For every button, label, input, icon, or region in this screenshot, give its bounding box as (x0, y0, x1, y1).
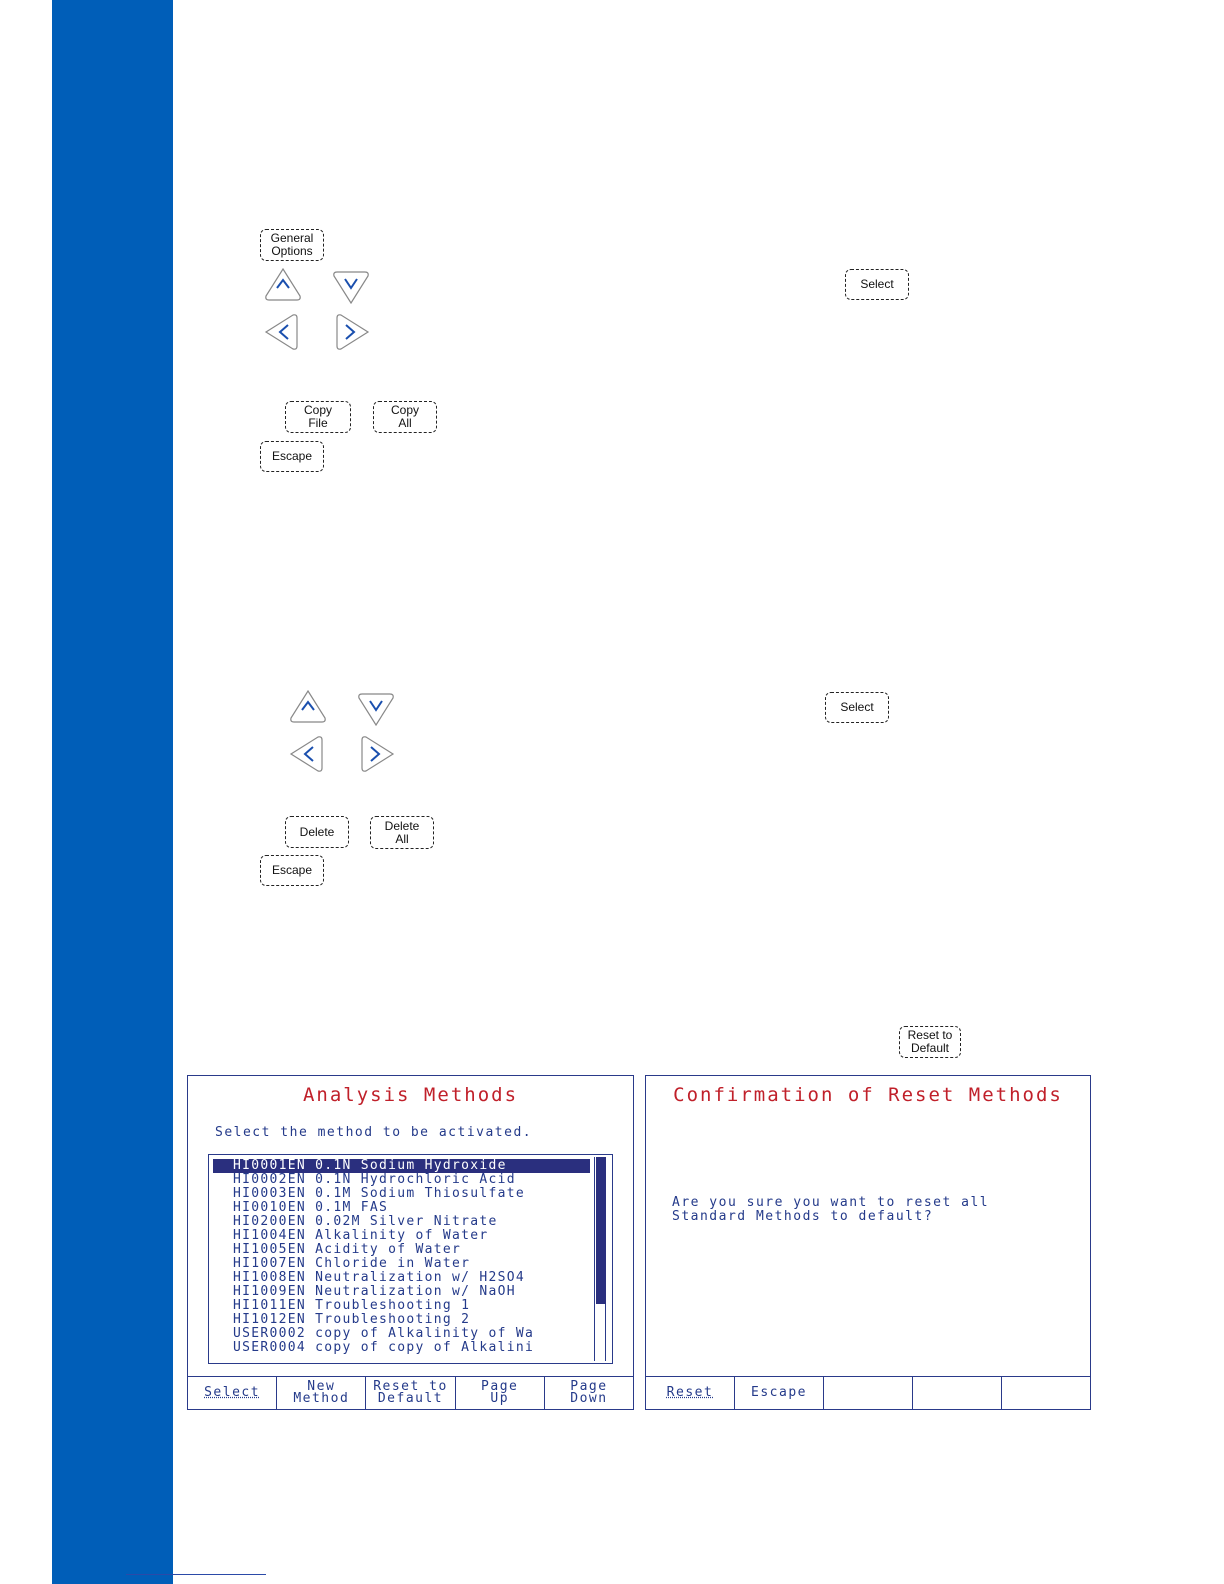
softkey-reset[interactable]: Reset (646, 1377, 735, 1409)
softkey-new-method[interactable]: New Method (277, 1377, 366, 1409)
confirm-message-line2: Standard Methods to default? (672, 1209, 934, 1224)
right-arrow-icon (331, 312, 371, 352)
list-item[interactable]: HI1011EN Troubleshooting 1 (233, 1299, 471, 1313)
down-arrow-icon (356, 688, 396, 728)
right-arrow-icon (356, 734, 396, 774)
softkey-select[interactable]: Select (188, 1377, 277, 1409)
left-arrow-icon (263, 312, 303, 352)
confirmation-screen (645, 1075, 1091, 1410)
confirm-message-line1: Are you sure you want to reset all (672, 1195, 990, 1210)
escape-key[interactable]: Escape (260, 441, 324, 472)
right-arrow-key-2[interactable] (356, 734, 396, 774)
select-key-2[interactable]: Select (825, 692, 889, 723)
list-item[interactable]: HI0010EN 0.1M FAS (233, 1201, 389, 1215)
up-arrow-icon (263, 266, 303, 306)
softkey-escape[interactable]: Escape (735, 1377, 824, 1409)
general-options-key[interactable]: General Options (260, 229, 324, 261)
copy-file-key[interactable]: Copy File (285, 401, 351, 433)
select-key[interactable]: Select (845, 269, 909, 300)
list-item[interactable]: HI0002EN 0.1N Hydrochloric Acid (233, 1173, 516, 1187)
delete-key[interactable]: Delete (285, 816, 349, 848)
list-item[interactable]: HI0001EN 0.1N Sodium Hydroxide (213, 1159, 590, 1173)
analysis-methods-screen (187, 1075, 634, 1410)
list-item[interactable]: HI1008EN Neutralization w/ H2SO4 (233, 1271, 526, 1285)
escape-key-2[interactable]: Escape (260, 855, 324, 886)
reset-to-default-key[interactable]: Reset to Default (899, 1026, 961, 1058)
list-item[interactable]: HI1007EN Chloride in Water (233, 1257, 471, 1271)
softkey-bar (646, 1376, 1090, 1409)
side-band (52, 0, 173, 1584)
softkey-page-up[interactable]: Page Up (456, 1377, 545, 1409)
screen-title: Confirmation of Reset Methods (673, 1084, 1063, 1106)
softkey-page-down[interactable]: Page Down (570, 1379, 608, 1406)
list-item[interactable]: HI1005EN Acidity of Water (233, 1243, 462, 1257)
up-arrow-key[interactable] (263, 266, 303, 306)
list-item[interactable]: HI0200EN 0.02M Silver Nitrate (233, 1215, 498, 1229)
left-arrow-icon (288, 734, 328, 774)
list-scrollbar[interactable] (594, 1157, 606, 1361)
right-arrow-key[interactable] (331, 312, 371, 352)
down-arrow-key-2[interactable] (356, 688, 396, 728)
left-arrow-key-2[interactable] (288, 734, 328, 774)
list-item[interactable]: HI1009EN Neutralization w/ NaOH (233, 1285, 516, 1299)
list-item[interactable]: HI1004EN Alkalinity of Water (233, 1229, 489, 1243)
screen-prompt: Select the method to be activated. (215, 1125, 533, 1140)
copy-all-key[interactable]: Copy All (373, 401, 437, 433)
down-arrow-icon (331, 266, 371, 306)
footer-rule (126, 1574, 266, 1575)
list-item[interactable]: HI1012EN Troubleshooting 2 (233, 1313, 471, 1327)
softkey-reset-to-default[interactable]: Reset to Default (366, 1377, 455, 1409)
up-arrow-key-2[interactable] (288, 688, 328, 728)
softkey-empty-4[interactable] (913, 1377, 1002, 1409)
softkey-empty-5[interactable] (1002, 1377, 1090, 1409)
delete-all-key[interactable]: Delete All (370, 816, 434, 849)
screen-title: Analysis Methods (302, 1084, 519, 1106)
scrollbar-thumb[interactable] (596, 1157, 606, 1304)
left-arrow-key[interactable] (263, 312, 303, 352)
up-arrow-icon (288, 688, 328, 728)
methods-list[interactable] (208, 1154, 613, 1364)
softkey-empty-3[interactable] (824, 1377, 913, 1409)
down-arrow-key[interactable] (331, 266, 371, 306)
list-item[interactable]: USER0004 copy of copy of Alkalini (233, 1341, 535, 1355)
list-item[interactable]: USER0002 copy of Alkalinity of Wa (233, 1327, 535, 1341)
softkey-bar (188, 1376, 633, 1409)
list-item[interactable]: HI0003EN 0.1M Sodium Thiosulfate (233, 1187, 526, 1201)
